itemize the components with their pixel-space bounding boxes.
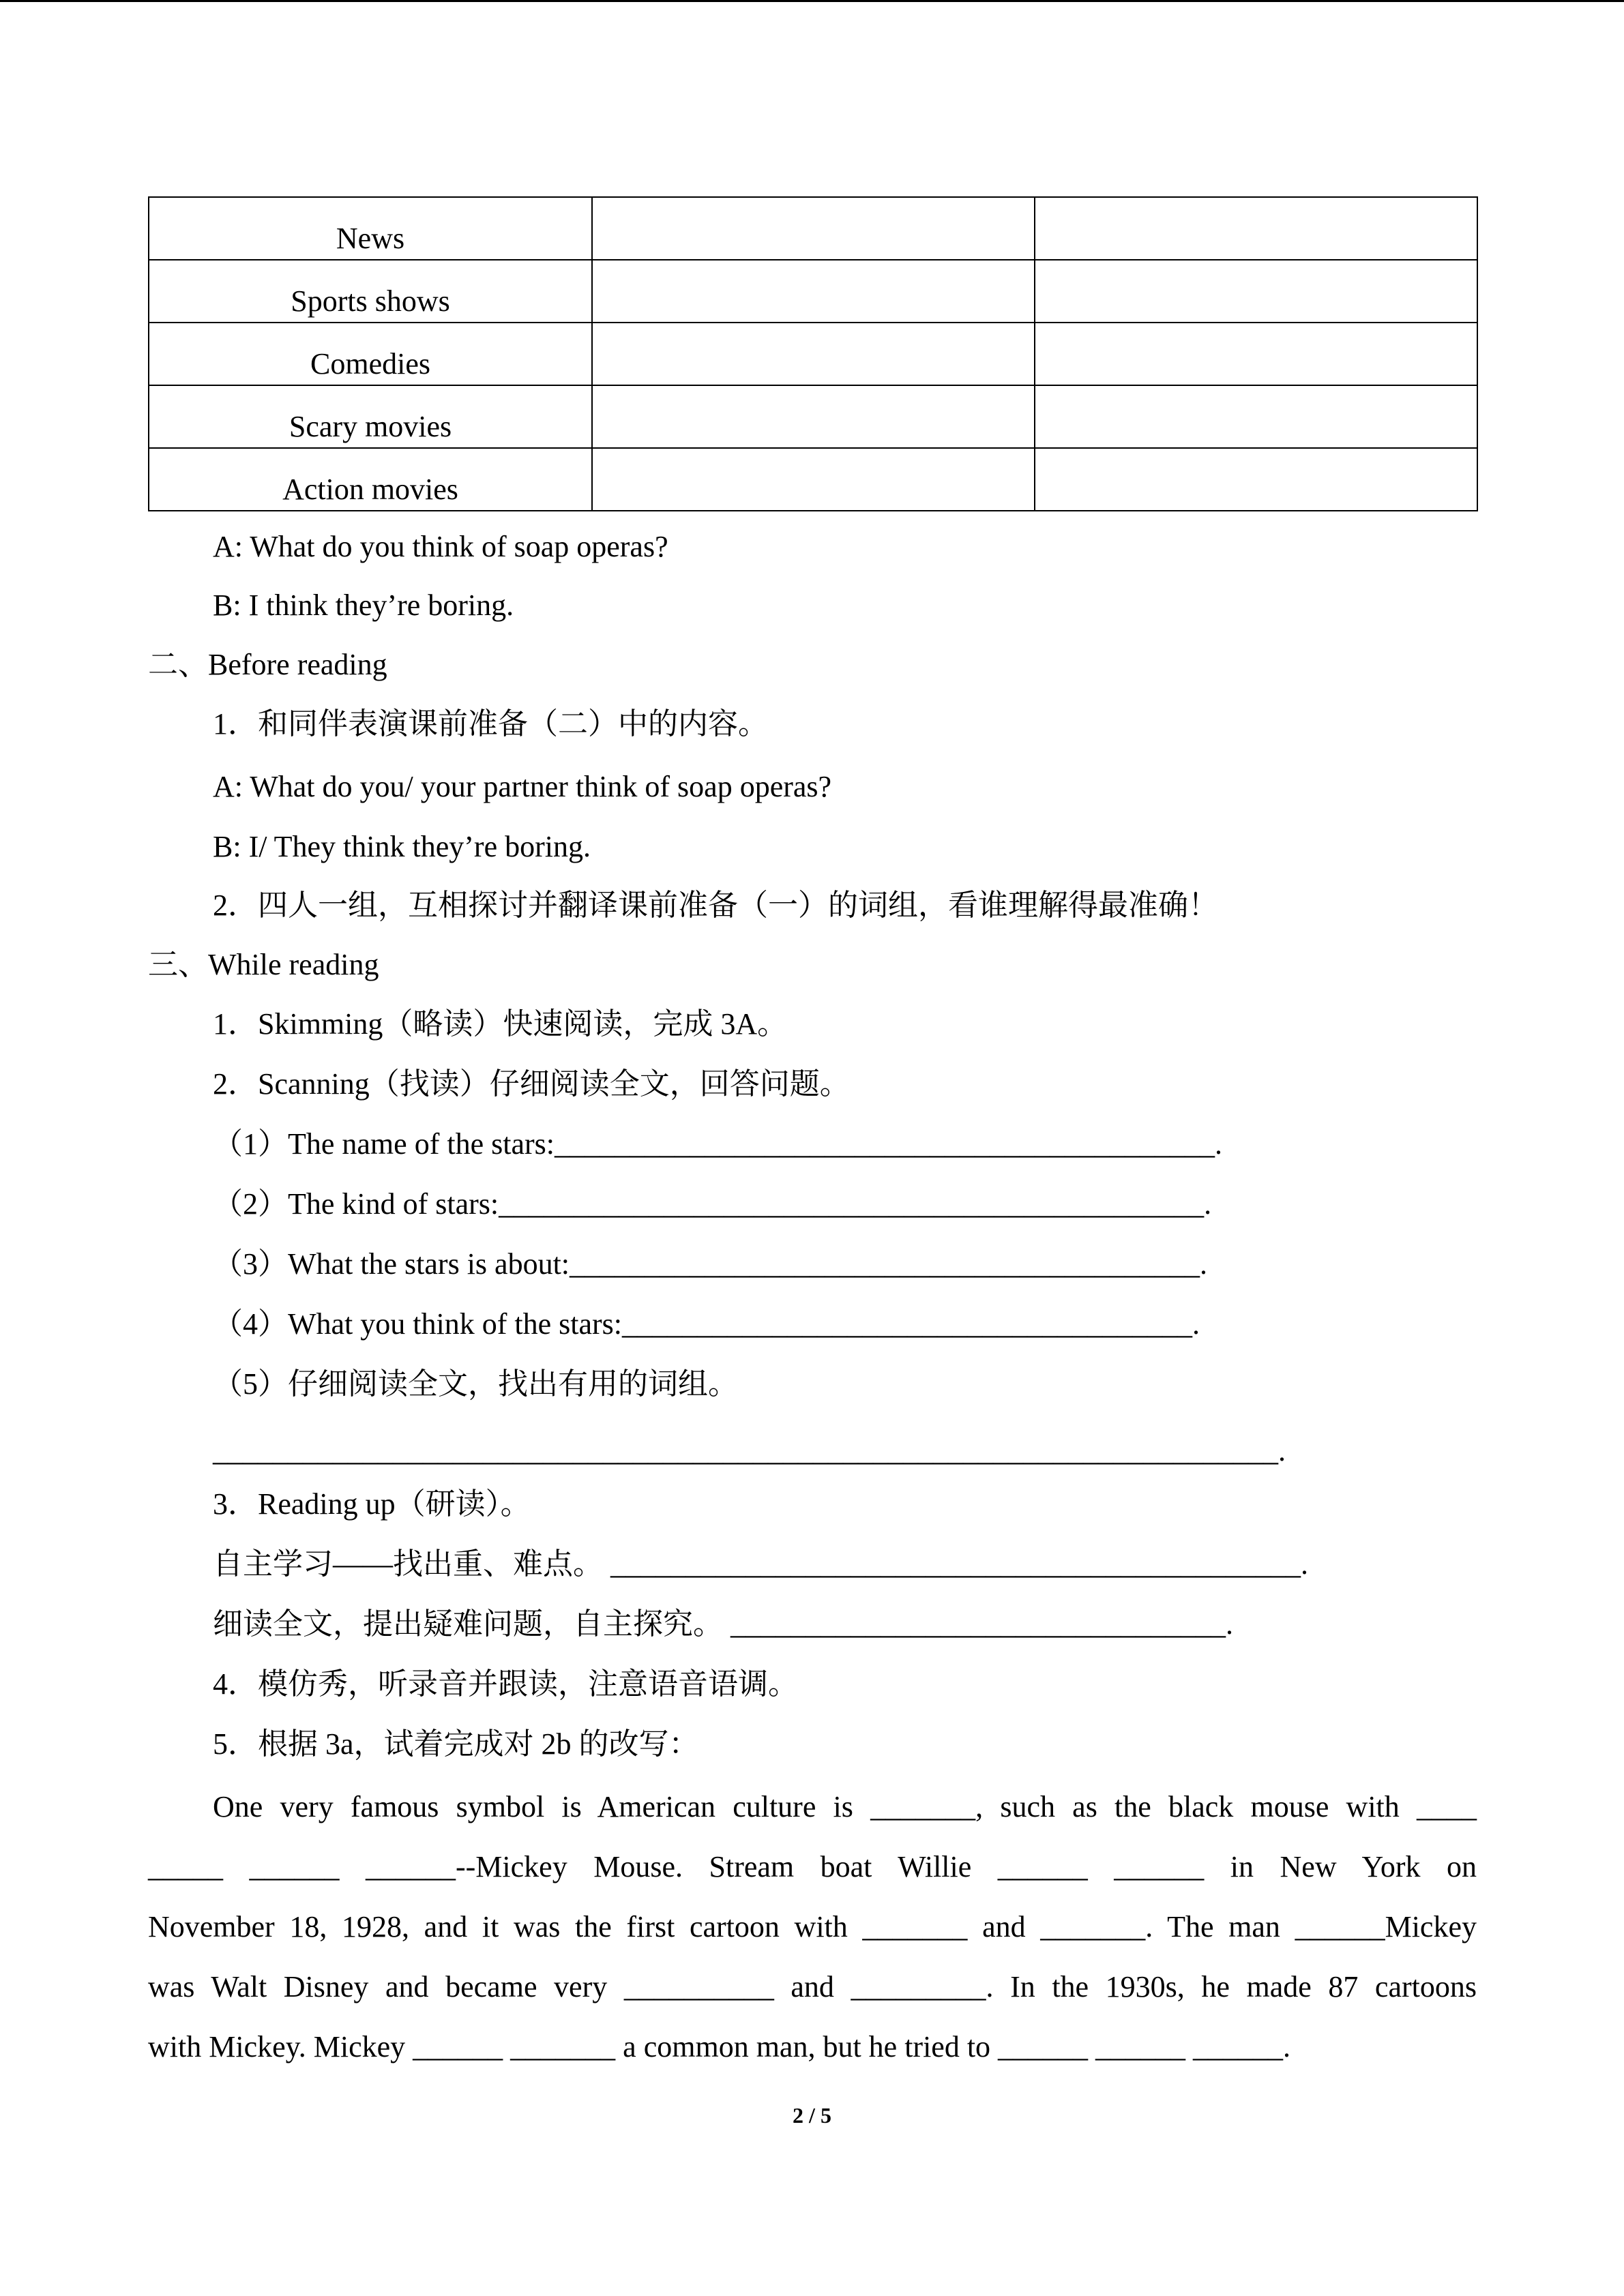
table-cell-empty: [1035, 385, 1477, 448]
table-row: [149, 448, 1477, 511]
table-cell-empty: [592, 448, 1035, 511]
table-row: [149, 197, 1477, 260]
task-item: 2．Scanning（找读）仔细阅读全文，回答问题。: [213, 1067, 850, 1101]
task-item: 2．四人一组，互相探讨并翻译课前准备（一）的词组，看谁理解得最准确！: [213, 889, 1218, 922]
table-row: [149, 385, 1477, 448]
cloze-paragraph-line: One very famous symbol is American culture is _______, such as the black mouse with ____: [213, 1790, 1477, 1823]
dialog-line-b: B: I/ They think they’re boring.: [213, 830, 591, 863]
table-cell-label: Comedies: [149, 323, 592, 385]
question-line: （4）What you think of the stars:______________________________________.: [213, 1307, 1200, 1341]
task-subline: 自主学习——找出重、难点。 ______________________________________________.: [213, 1547, 1308, 1581]
table-row: [149, 323, 1477, 385]
table-cell-empty: [592, 323, 1035, 385]
cloze-paragraph-line: with Mickey. Mickey ______ _______ a common man, but he tried to ______ ______ ______.: [148, 2030, 1291, 2063]
page-top-border: [0, 0, 1624, 2]
answer-blank-line: _______________________________________________________________________.: [213, 1434, 1286, 1467]
section-heading-while-reading: 三、While reading: [148, 948, 379, 981]
dialog-line-a: A: What do you think of soap operas?: [213, 530, 668, 563]
question-line: （1）The name of the stars:____________________________________________.: [213, 1127, 1222, 1161]
task-item: 3．Reading up（研读）。: [213, 1487, 531, 1521]
task-item: 1．和同伴表演课前准备（二）中的内容。: [213, 707, 768, 741]
page-number: 2 / 5: [793, 2103, 831, 2128]
task-subline: 细读全文，提出疑难问题，自主探究。 _________________________________.: [213, 1607, 1233, 1641]
cloze-paragraph-line: November 18, 1928, and it was the first cartoon with _______ and _______. The man ______Mickey: [148, 1910, 1477, 1943]
table-cell-label: Action movies: [149, 448, 592, 511]
table-cell-label: Sports shows: [149, 260, 592, 323]
table-cell-empty: [1035, 448, 1477, 511]
table-cell-empty: [592, 260, 1035, 323]
dialog-line-a: A: What do you/ your partner think of soap operas?: [213, 770, 832, 803]
cloze-paragraph-line: was Walt Disney and became very __________ and _________. In the 1930s, he made 87 cartoons: [148, 1970, 1477, 2003]
task-item: 1．Skimming（略读）快速阅读，完成 3A。: [213, 1007, 788, 1041]
section-heading-before-reading: 二、Before reading: [148, 648, 387, 681]
table-row: [149, 260, 1477, 323]
question-line: （2）The kind of stars:_______________________________________________.: [213, 1187, 1212, 1221]
question-line: （5）仔细阅读全文，找出有用的词组。: [213, 1367, 738, 1401]
task-item: 4．模仿秀，听录音并跟读，注意语音语调。: [213, 1667, 798, 1701]
question-line: （3）What the stars is about:__________________________________________.: [213, 1247, 1208, 1281]
table-cell-empty: [592, 197, 1035, 260]
table-cell-label: Scary movies: [149, 385, 592, 448]
dialog-line-b: B: I think they’re boring.: [213, 588, 514, 622]
tv-shows-table: [148, 196, 1478, 511]
task-item: 5．根据 3a，试着完成对 2b 的改写：: [213, 1727, 699, 1761]
table-cell-empty: [1035, 323, 1477, 385]
cloze-paragraph-line: _____ ______ ______--Mickey Mouse. Stream boat Willie ______ ______ in New York on: [148, 1850, 1477, 1883]
table-cell-empty: [1035, 260, 1477, 323]
table-cell-empty: [1035, 197, 1477, 260]
table-cell-empty: [592, 385, 1035, 448]
table-cell-label: News: [149, 197, 592, 260]
